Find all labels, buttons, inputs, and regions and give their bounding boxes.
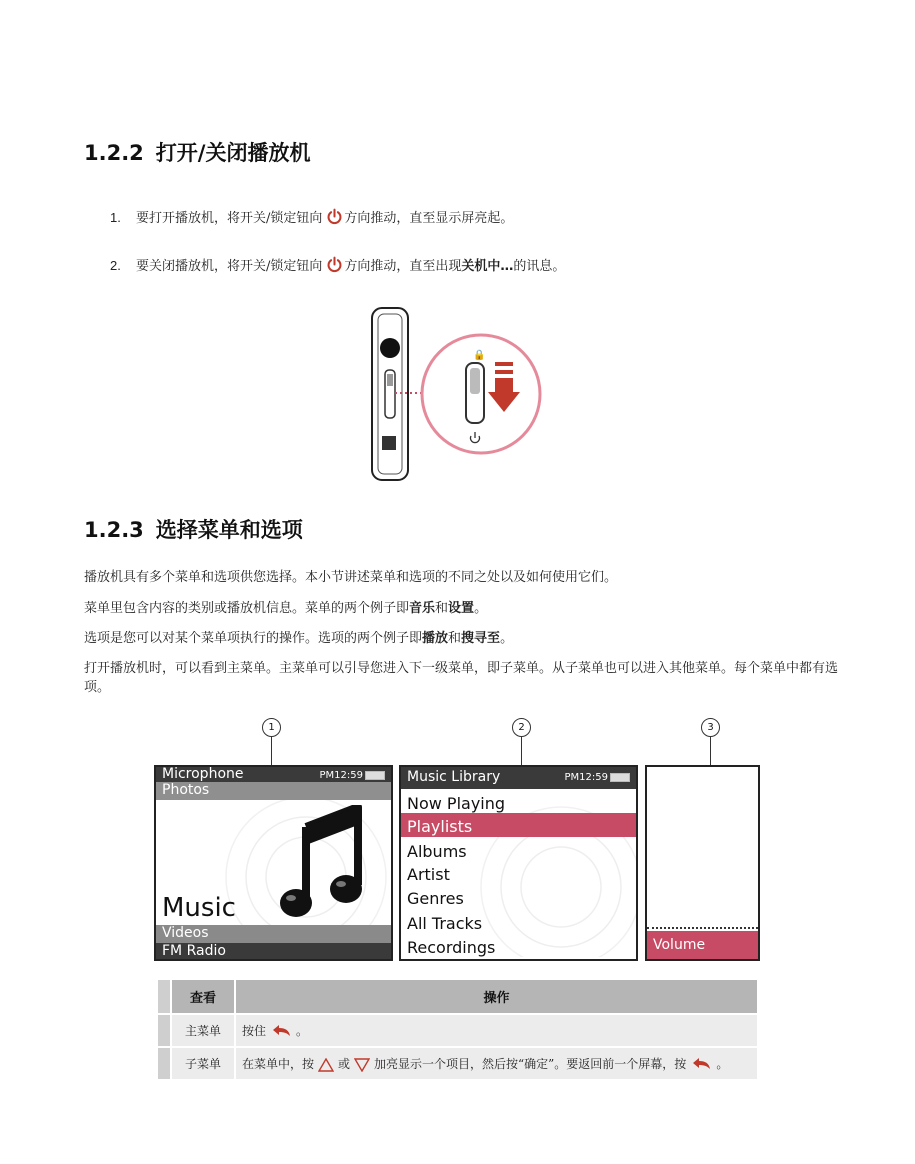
paragraph-1: 播放机具有多个菜单和选项供您选择。本小节讲述菜单和选项的不同之处以及如何使用它们。: [84, 570, 618, 585]
menu-item-recordings[interactable]: Recordings: [407, 938, 496, 957]
callout-2: 2: [512, 718, 531, 737]
paragraph-3: 选项是您可以对某个菜单项执行的操作。选项的两个例子即播放和搜寻至。: [84, 631, 514, 646]
clock: PM12:59: [320, 770, 385, 781]
status-bar: Microphone PM12:59: [156, 767, 391, 782]
section-heading-1: 1.2.2 打开/关闭播放机: [84, 141, 311, 165]
down-triangle-icon: [354, 1058, 370, 1072]
menu-operations-table: [156, 978, 759, 1081]
header-view: 查看: [171, 979, 235, 1014]
back-arrow-icon: [690, 1056, 712, 1072]
callout-3: 3: [701, 718, 720, 737]
menu-item-albums[interactable]: Albums: [407, 842, 467, 861]
paragraph-2: 菜单里包含内容的类别或播放机信息。菜单的两个例子即音乐和设置。: [84, 601, 488, 616]
menu-item-artist[interactable]: Artist: [407, 865, 450, 884]
title-bar: Music Library PM12:59: [401, 767, 636, 789]
menu-item-fm-radio[interactable]: FM Radio: [156, 943, 391, 961]
device-switch-illustration: [360, 300, 550, 485]
options-divider: [647, 927, 758, 929]
battery-icon: [610, 773, 630, 782]
power-icon: [326, 208, 343, 225]
menu-item-music[interactable]: Music: [162, 893, 236, 923]
battery-icon: [365, 771, 385, 780]
menu-item-genres[interactable]: Genres: [407, 889, 464, 908]
back-arrow-icon: [270, 1023, 292, 1039]
step-2: 2. 要关闭播放机，将开关/锁定钮向 方向推动，直至出现关机中…的讯息。: [110, 258, 566, 274]
step-1: 1. 要打开播放机，将开关/锁定钮向 方向推动，直至显示屏亮起。: [110, 210, 514, 226]
menu-item-photos[interactable]: Photos: [156, 782, 391, 800]
screen-options: [645, 765, 760, 961]
power-icon: [326, 256, 343, 273]
callout-line-1: [271, 735, 272, 767]
music-note-icon: [278, 805, 368, 923]
table-row: 子菜单 在菜单中，按 或 加亮显示一个项目，然后按“确定”。要返回前一个屏幕，按 。: [157, 1047, 758, 1080]
menu-item-now-playing[interactable]: Now Playing: [407, 794, 506, 813]
paragraph-4: 打开播放机时，可以看到主菜单。主菜单可以引导您进入下一级菜单，即子菜单。从子菜单也可以进入其他菜单。每个菜单中都有选项。: [84, 661, 839, 695]
screen-music-library: [399, 765, 638, 961]
menu-item-all-tracks[interactable]: All Tracks: [407, 914, 483, 933]
menu-item-playlists[interactable]: Playlists: [407, 817, 473, 836]
callout-1: 1: [262, 718, 281, 737]
header-operation: 操作: [235, 979, 758, 1014]
svg-text:🔒: 🔒: [473, 350, 486, 361]
menu-item-videos[interactable]: Videos: [156, 925, 391, 943]
table-row: 主菜单 按住 。: [157, 1014, 758, 1047]
up-triangle-icon: [318, 1058, 334, 1072]
clock: PM12:59: [565, 772, 630, 783]
option-volume[interactable]: Volume: [647, 931, 758, 959]
section-heading-2: 1.2.3 选择菜单和选项: [84, 518, 303, 542]
screen-main-menu: [154, 765, 393, 961]
